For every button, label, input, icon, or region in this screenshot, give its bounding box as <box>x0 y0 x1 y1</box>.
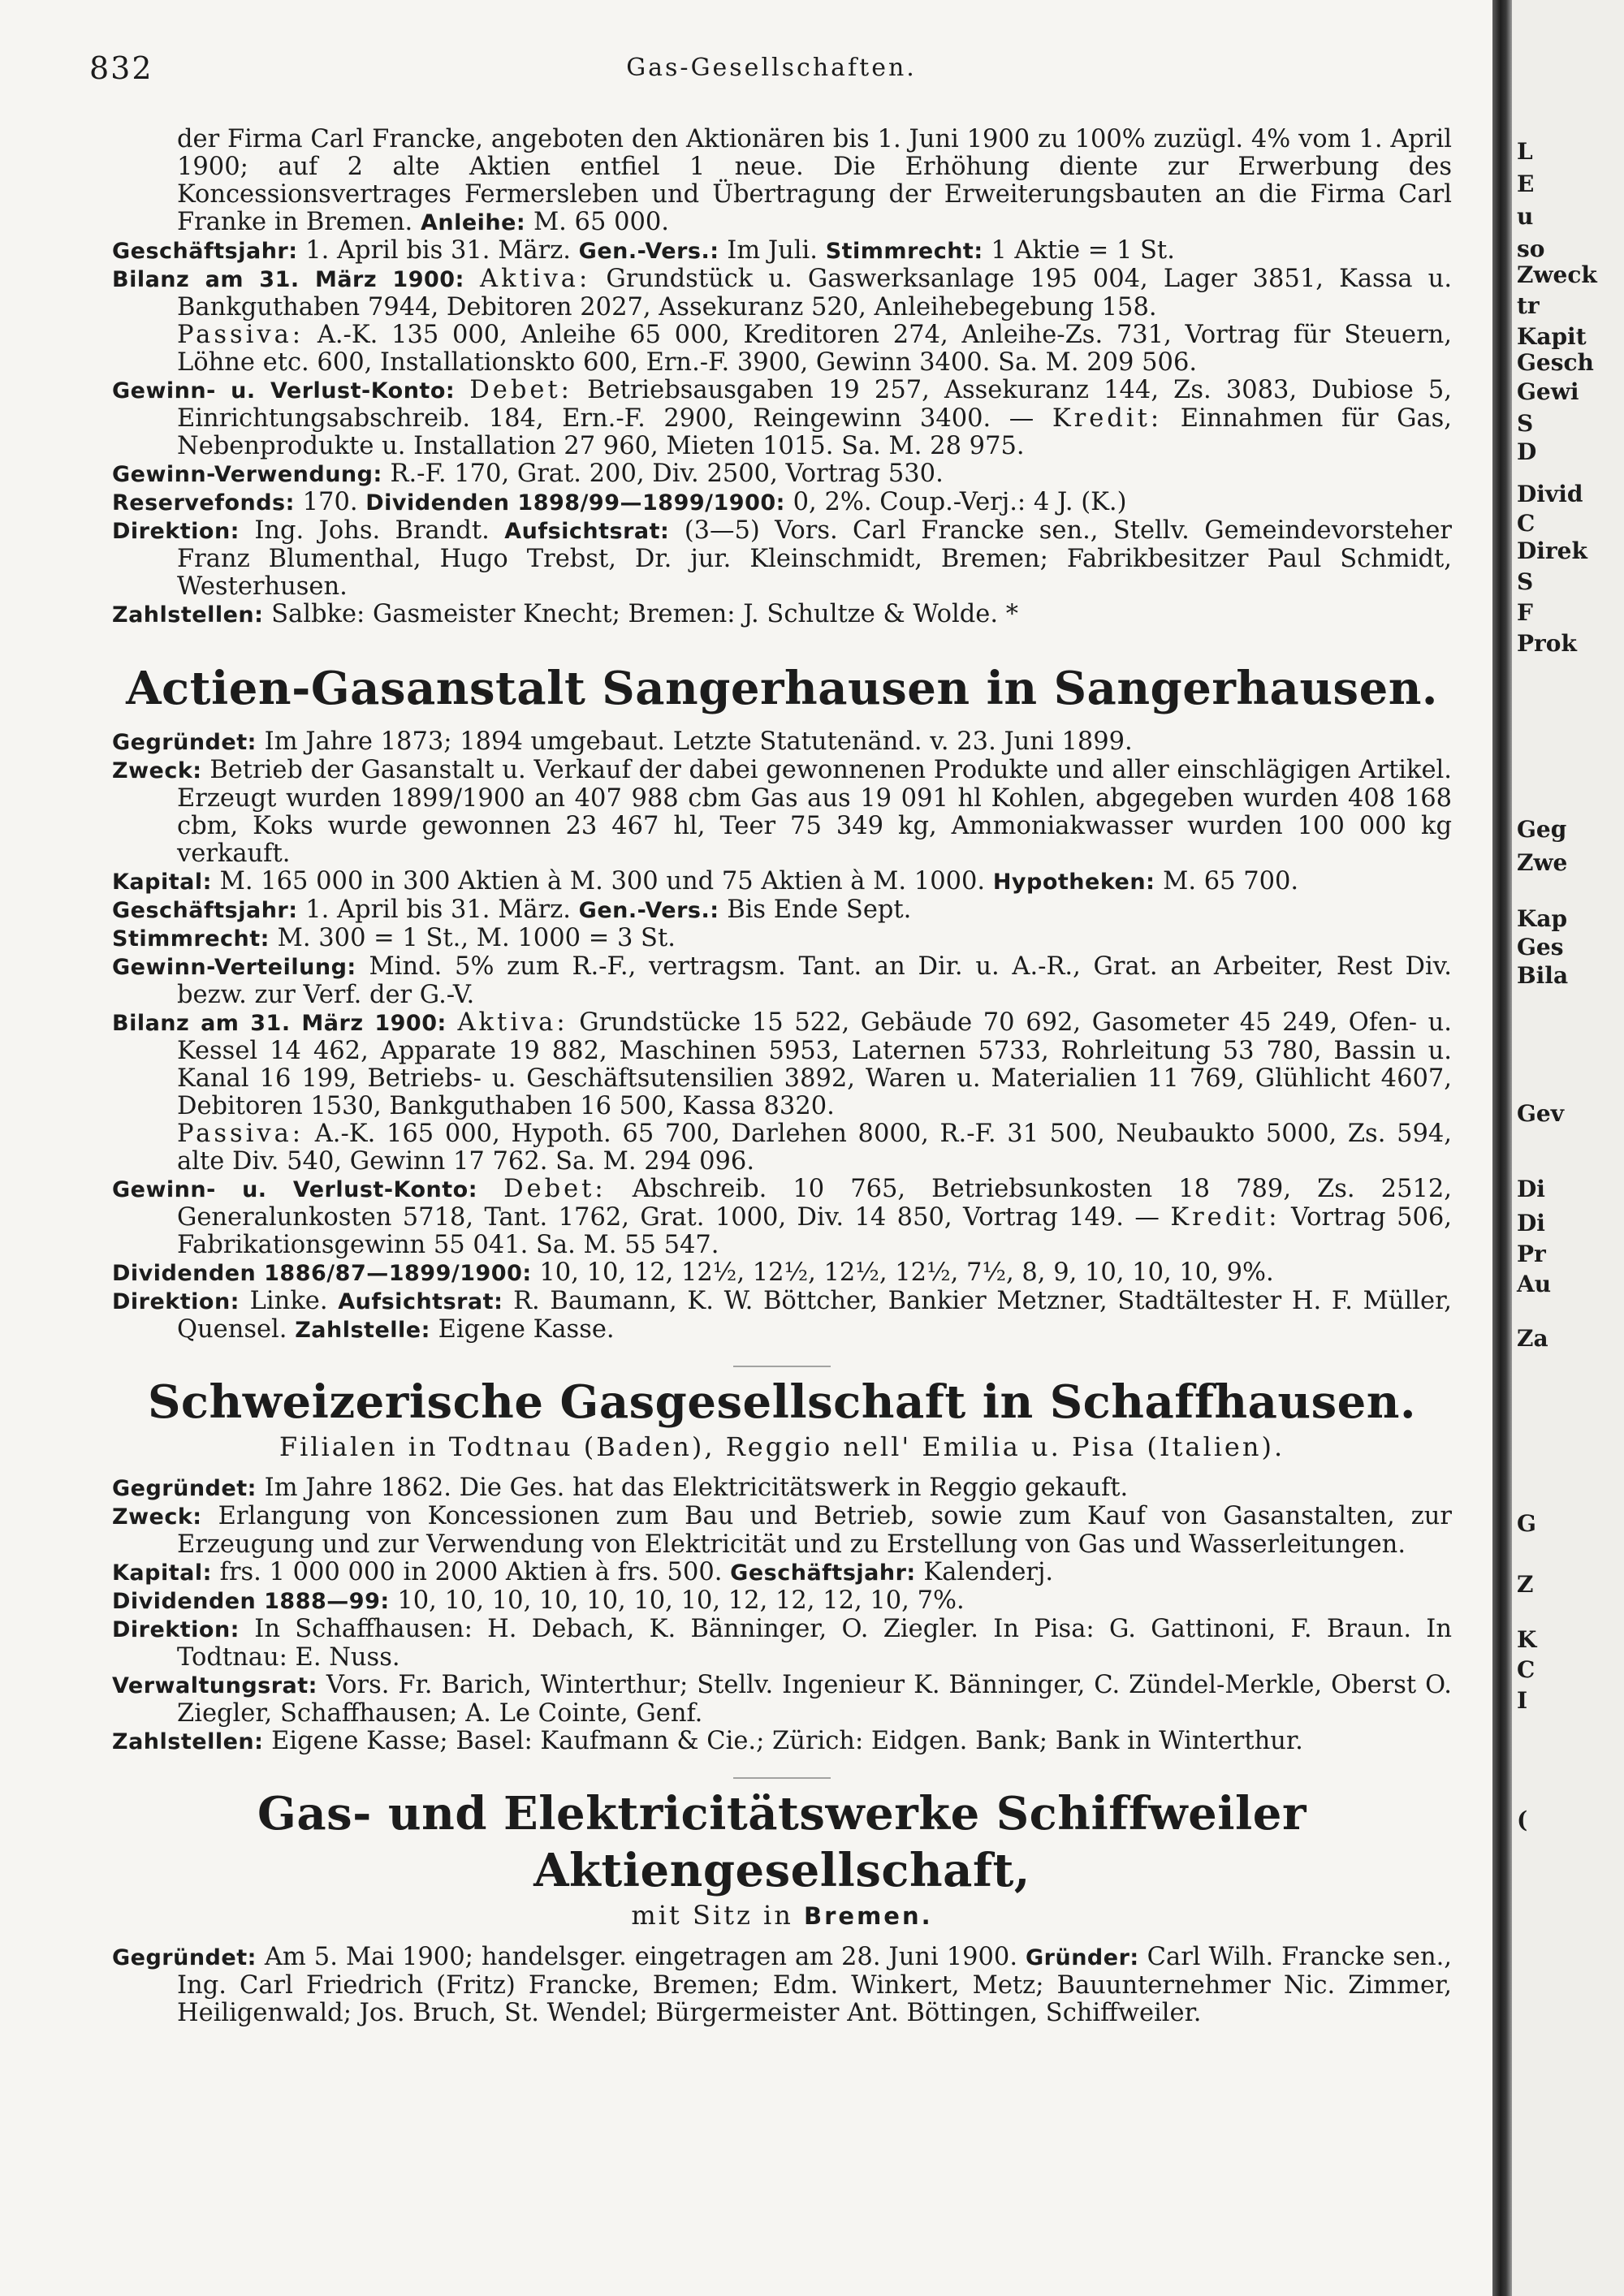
debit-label: Debet: <box>469 376 572 404</box>
fiscal-year-line <box>112 896 1452 925</box>
facing-fragment: Pr <box>1517 1241 1546 1267</box>
management-value: Linke. <box>249 1287 328 1315</box>
management-line <box>112 1288 1452 1344</box>
dividends-line <box>112 1259 1452 1288</box>
entry-previous-gas-company <box>112 126 1452 629</box>
paying-agents-value: Salbke: Gasmeister Knecht; Bremen: J. Schultze & Wolde. <box>271 600 999 628</box>
paying-agent-label: Zahlstelle: <box>295 1318 430 1343</box>
reserve-fund-label: Reservefonds: <box>112 490 295 516</box>
facing-fragment: D <box>1517 438 1537 465</box>
company-title: Schweizerische Gasgesellschaft in Schaffhausen. <box>147 1375 1417 1429</box>
text-column <box>112 126 1452 2027</box>
facing-fragment: Di <box>1517 1176 1545 1202</box>
page-number: 832 <box>89 50 153 86</box>
fiscal-year-label: Geschäftsjahr: <box>112 898 298 923</box>
dividends-label: Dividenden 1886/87—1899/1900: <box>112 1261 532 1286</box>
capital-increase-body: der Firma Carl Francke, angeboten den Aktionären bis 1. Juni 1900 zu 100% zuzügl. 4% vom 1. April 1900; auf 2 alte Aktien entfiel 1 neue. Die Erhöhung diente zur Erwerbung des Koncessionsvertrages Fermersleben und Übertragung der Erweiterungsbauten an die Firma Carl Franke in Bremen. <box>177 125 1452 236</box>
facing-fragment: Di <box>1517 1210 1545 1236</box>
dividends-label: Dividenden 1888—99: <box>112 1589 390 1614</box>
board-of-directors-label: Verwaltungsrat: <box>112 1673 317 1698</box>
assets-value: Grundstück u. Gaswerksanlage 195 004, Lager 3851, Kassa u. Bankguthaben 7944, Debitoren 2027, Assekuranz 520, Anleihebegebung 158. <box>177 265 1453 322</box>
debit-value: Abschreib. 10 765, Betriebsunkosten 18 789, Zs. 2512, Generalunkosten 5718, Tant. 1762, Grat. 1000, Div. 14 850, Vortrag 149. — <box>177 1175 1452 1232</box>
dividends-label: Dividenden 1898/99—1899/1900: <box>365 490 785 516</box>
capital-value: frs. 1 000 000 in 2000 Aktien à frs. 500. <box>219 1558 723 1586</box>
founded-line <box>112 1474 1452 1503</box>
capital-line <box>112 868 1452 896</box>
capital-value: M. 165 000 in 300 Aktien à M. 300 und 75 Aktien à M. 1000. <box>219 867 986 896</box>
facing-fragment: G <box>1517 1510 1536 1537</box>
loan-label: Anleihe: <box>420 210 526 235</box>
facing-fragment: S <box>1517 410 1534 437</box>
balance-label: Bilanz am 31. März 1900: <box>112 267 464 292</box>
paying-agents-label: Zahlstellen: <box>112 1729 264 1754</box>
section-divider <box>733 1366 831 1367</box>
management-label: Direktion: <box>112 1289 240 1314</box>
liabilities-value: A.-K. 135 000, Anleihe 65 000, Kreditoren 274, Anleihe-Zs. 731, Vortrag für Steuern, Löhne etc. 600, Installationskto 600, Ern.-F. 3900, Gewinn 3400. Sa. M. 209 506. <box>177 321 1452 377</box>
purpose-line <box>112 757 1452 868</box>
running-title: Gas-Gesellschaften. <box>626 54 917 82</box>
branches-subtitle: Filialen in Todtnau (Baden), Reggio nell' Emilia u. Pisa (Italien). <box>279 1431 1285 1462</box>
dividends-line <box>112 1587 1452 1616</box>
general-meeting-label: Gen.-Vers.: <box>578 239 719 264</box>
liabilities-label: Passiva: <box>177 1120 304 1148</box>
book-gutter <box>1492 0 1512 2296</box>
management-label: Direktion: <box>112 1617 240 1642</box>
profit-distribution-line <box>112 953 1452 1009</box>
supervisory-board-label: Aufsichtsrat: <box>338 1289 503 1314</box>
coupon-expiry: Coup.-Verj.: 4 J. (K.) <box>879 488 1127 516</box>
entry-schaffhausen <box>112 1374 1452 1779</box>
profit-distribution-value: Mind. 5% zum R.-F., vertragsm. Tant. an Dir. u. A.-R., Grat. an Arbeiter, Rest Div. bezw. zur Verf. der G.-V. <box>177 952 1453 1009</box>
facing-fragment: Za <box>1517 1325 1548 1352</box>
credit-value: Einnahmen für Gas, Nebenprodukte u. Installation 27 960, Mieten 1015. Sa. M. 28 975. <box>177 404 1452 460</box>
facing-fragment: Prok <box>1517 630 1577 657</box>
facing-fragment: Divid <box>1517 481 1583 507</box>
facing-fragment: Geg <box>1517 816 1567 843</box>
facing-fragment: F <box>1517 599 1533 626</box>
debit-value: Betriebsausgaben 19 257, Assekuranz 144, Zs. 3083, Dubiose 5, Einrichtungsabschreib. 184, Ern.-F. 2900, Reingewinn 3400. — <box>177 376 1452 433</box>
profit-appropriation-value: R.-F. 170, Grat. 200, Div. 2500, Vortrag 530. <box>390 460 944 488</box>
section-divider <box>733 1777 831 1779</box>
profit-appropriation-label: Gewinn-Verwendung: <box>112 462 382 487</box>
mortgages-value: M. 65 700. <box>1163 867 1299 896</box>
facing-fragment: tr <box>1517 292 1540 319</box>
balance-sheet <box>112 1009 1452 1120</box>
running-head <box>89 50 1453 91</box>
company-title: Actien-Gasanstalt Sangerhausen in Sangerhausen. <box>126 662 1438 715</box>
profit-loss-label: Gewinn- u. Verlust-Konto: <box>112 378 456 404</box>
board-of-directors-value: Vors. Fr. Barich, Winterthur; Stellv. Ingenieur K. Bänninger, C. Zündel-Merkle, Oberst O. Ziegler, Schaffhausen; A. Le Cointe, Genf. <box>177 1671 1453 1728</box>
fiscal-year-label: Geschäftsjahr: <box>112 239 298 264</box>
paying-agent-value: Eigene Kasse. <box>438 1315 615 1344</box>
seat-prefix: mit Sitz in <box>631 1900 793 1931</box>
purpose-value: Betrieb der Gasanstalt u. Verkauf der dabei gewonnenen Produkte und aller einschlägigen Artikel. Erzeugt wurden 1899/1900 an 407 988 cbm Gas aus 19 091 hl Kohlen, abgegeben wurden 408 168 cbm, Koks wurde gewonnen 23 467 hl, Teer 75 349 kg, Ammoniakwasser wurden 100 000 kg verkauft. <box>177 756 1452 868</box>
credit-value: Vortrag 506, Fabrikationsgewinn 55 041. Sa. M. 55 547. <box>177 1203 1452 1259</box>
credit-label: Kredit: <box>1170 1203 1281 1232</box>
founded-value: Im Jahre 1862. Die Ges. hat das Elektricitätswerk in Reggio gekauft. <box>264 1474 1129 1502</box>
facing-fragment: L <box>1517 138 1533 165</box>
fiscal-year-line <box>112 237 1452 265</box>
supervisory-board-label: Aufsichtsrat: <box>504 519 670 544</box>
facing-fragment: E <box>1517 170 1535 197</box>
voting-right-line <box>112 925 1452 953</box>
credit-label: Kredit: <box>1052 404 1163 433</box>
seat-subtitle <box>112 1899 1452 1932</box>
asterisk-mark: * <box>1005 600 1018 628</box>
capital-label: Kapital: <box>112 870 212 895</box>
capital-increase-text <box>112 126 1452 237</box>
paying-agents-value: Eigene Kasse; Basel: Kaufmann & Cie.; Zürich: Eidgen. Bank; Bank in Winterthur. <box>271 1727 1303 1755</box>
facing-fragment: Direk <box>1517 537 1587 564</box>
liabilities-label: Passiva: <box>177 321 304 349</box>
founded-label: Gegründet: <box>112 1945 257 1970</box>
capital-line <box>112 1559 1452 1587</box>
voting-right-value: M. 300 = 1 St., M. 1000 = 3 St. <box>277 924 676 952</box>
profit-loss-account <box>112 377 1452 460</box>
facing-fragment: Kap <box>1517 905 1568 932</box>
voting-right-value: 1 Aktie = 1 St. <box>991 236 1175 265</box>
purpose-value: Erlangung von Koncessionen zum Bau und Betrieb, sowie zum Kauf von Gasanstalten, zur Erzeugung und zur Verwendung von Elektricität und zu Erstellung von Gas und Wasserleitungen. <box>177 1502 1453 1559</box>
management-value: In Schaffhausen: H. Debach, K. Bänninger, O. Ziegler. In Pisa: G. Gattinoni, F. Braun. In Todtnau: E. Nuss. <box>177 1615 1452 1672</box>
purpose-label: Zweck: <box>112 758 202 783</box>
facing-fragment: Gev <box>1517 1100 1564 1127</box>
supervisory-board-value: (3—5) Vors. Carl Francke sen., Stellv. Gemeindevorsteher Franz Blumenthal, Hugo Trebst, Dr. jur. Kleinschmidt, Bremen; Fabrikbesitzer Paul Schmidt, Westerhusen. <box>177 516 1452 601</box>
facing-fragment: Z <box>1517 1571 1534 1598</box>
purpose-line <box>112 1503 1452 1559</box>
board-line <box>112 1672 1452 1728</box>
founded-value: Am 5. Mai 1900; handelsger. eingetragen am 28. Juni 1900. <box>264 1943 1018 1971</box>
facing-fragment: so <box>1517 235 1545 262</box>
facing-fragment: K <box>1517 1626 1537 1653</box>
mortgages-label: Hypotheken: <box>992 870 1155 895</box>
dividends-value: 10, 10, 10, 10, 10, 10, 10, 12, 12, 12, 10, 7%. <box>397 1586 965 1615</box>
profit-appropriation <box>112 460 1452 489</box>
fiscal-year-value: 1. April bis 31. März. <box>305 236 571 265</box>
balance-sheet <box>112 265 1452 322</box>
founded-label: Gegründet: <box>112 730 257 755</box>
founders-label: Gründer: <box>1026 1945 1139 1970</box>
founders-value: Carl Wilh. Francke sen., Ing. Carl Friedrich (Fritz) Francke, Bremen; Edm. Winkert, Metz; Bauunternehmer Nic. Zimmer, Heiligenwald; Jos. Bruch, St. Wendel; Bürgermeister Ant. Böttingen, Schiffweiler. <box>177 1943 1452 2027</box>
debit-label: Debet: <box>503 1175 607 1203</box>
capital-label: Kapital: <box>112 1560 212 1586</box>
general-meeting-value: Im Juli. <box>727 236 818 265</box>
general-meeting-label: Gen.-Vers.: <box>578 898 719 923</box>
management-board <box>112 517 1452 601</box>
facing-fragment: C <box>1517 1656 1535 1683</box>
voting-right-label: Stimmrecht: <box>825 239 983 264</box>
facing-fragment: Gesch <box>1517 349 1594 376</box>
facing-fragment: Gewi <box>1517 378 1579 405</box>
fiscal-year-value: Kalenderj. <box>923 1558 1054 1586</box>
founded-value: Im Jahre 1873; 1894 umgebaut. Letzte Statutenänd. v. 23. Juni 1899. <box>264 727 1133 756</box>
general-meeting-value: Bis Ende Sept. <box>727 896 912 924</box>
management-line <box>112 1616 1452 1672</box>
reserve-and-dividends <box>112 489 1452 517</box>
facing-fragment: Ges <box>1517 934 1564 960</box>
paying-agents-label: Zahlstellen: <box>112 602 264 628</box>
purpose-label: Zweck: <box>112 1504 202 1530</box>
profit-loss-account <box>112 1176 1452 1259</box>
fiscal-year-value: 1. April bis 31. März. <box>305 896 571 924</box>
facing-fragment: ( <box>1517 1806 1528 1833</box>
paying-agents <box>112 601 1452 629</box>
facing-fragment: u <box>1517 203 1534 230</box>
supervisory-board-value: R. Baumann, K. W. Böttcher, Bankier Metzner, Stadtältester H. F. Müller, Quensel. <box>177 1287 1453 1344</box>
liabilities <box>112 322 1452 377</box>
facing-fragment: S <box>1517 568 1534 595</box>
facing-fragment: Zweck <box>1517 261 1597 288</box>
seat-city: Bremen. <box>804 1902 933 1930</box>
management-value: Ing. Johs. Brandt. <box>254 516 490 545</box>
balance-label: Bilanz am 31. März 1900: <box>112 1011 447 1036</box>
facing-fragment: Bila <box>1517 962 1569 989</box>
founded-label: Gegründet: <box>112 1476 257 1501</box>
facing-fragment: Kapit <box>1517 323 1587 350</box>
facing-page-fragment <box>1512 0 1624 2296</box>
liabilities <box>112 1120 1452 1176</box>
dividends-value: 0, 2%. <box>793 488 872 516</box>
entry-sangerhausen <box>112 660 1452 1367</box>
company-title: Gas- und Elektricitätswerke Schiffweiler Aktiengesellschaft, <box>257 1787 1307 1897</box>
fiscal-year-label: Geschäftsjahr: <box>730 1560 916 1586</box>
assets-label: Aktiva: <box>457 1008 568 1037</box>
management-label: Direktion: <box>112 519 240 544</box>
reserve-fund-value: 170. <box>302 488 358 516</box>
profit-loss-label: Gewinn- u. Verlust-Konto: <box>112 1177 478 1202</box>
voting-right-label: Stimmrecht: <box>112 926 270 952</box>
facing-fragment: Au <box>1517 1271 1552 1297</box>
paying-agents-line <box>112 1728 1452 1756</box>
liabilities-value: A.-K. 165 000, Hypoth. 65 700, Darlehen 8000, R.-F. 31 500, Neubaukto 5000, Zs. 594, alte Div. 540, Gewinn 17 762. Sa. M. 294 096. <box>177 1120 1452 1176</box>
assets-label: Aktiva: <box>480 265 591 293</box>
facing-fragment: Zwe <box>1517 849 1568 876</box>
dividends-value: 10, 10, 12, 12½, 12½, 12½, 12½, 7½, 8, 9, 10, 10, 10, 9%. <box>539 1258 1274 1287</box>
facing-fragment: C <box>1517 510 1535 537</box>
founded-line <box>112 728 1452 757</box>
founded-line <box>112 1944 1452 2027</box>
entry-schiffweiler <box>112 1785 1452 2027</box>
loan-value: M. 65 000. <box>533 208 669 236</box>
facing-fragment: I <box>1517 1687 1528 1714</box>
assets-value: Grundstücke 15 522, Gebäude 70 692, Gasometer 45 249, Ofen- u. Kessel 14 462, Apparate 19 882, Maschinen 5953, Laternen 5733, Rohrleitung 53 780, Bassin u. Kanal 16 199, Betriebs- u. Geschäftsutensilien 3892, Waren u. Materialien 11 769, Glühlicht 4607, Debitoren 1530, Bankguthaben 16 500, Kassa 8320. <box>177 1008 1452 1120</box>
profit-distribution-label: Gewinn-Verteilung: <box>112 955 356 980</box>
